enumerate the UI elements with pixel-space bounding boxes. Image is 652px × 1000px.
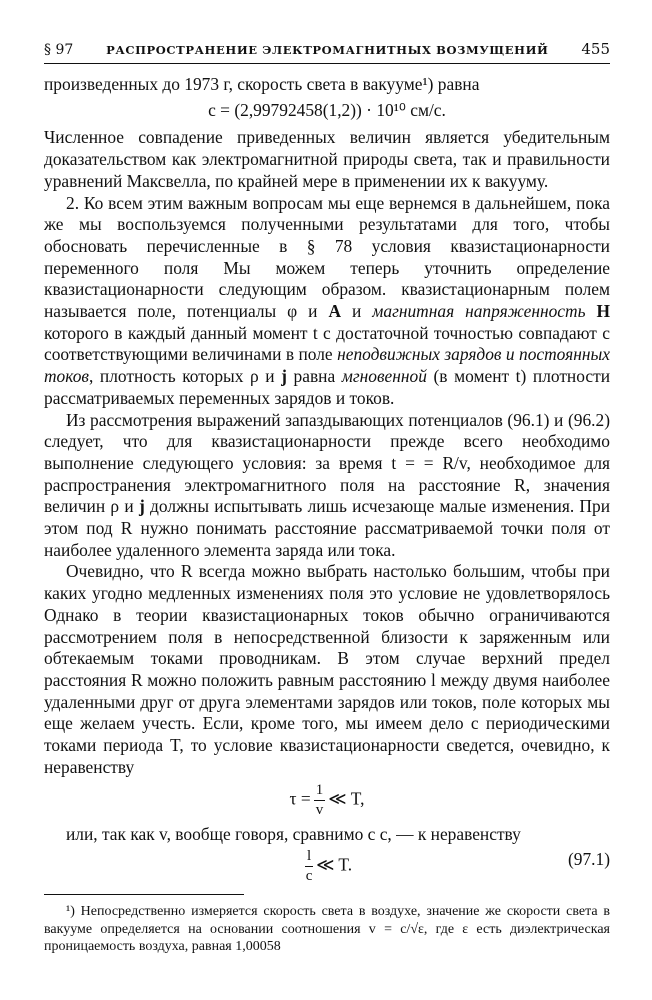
fraction xyxy=(305,849,313,884)
text-run: должны испытывать лишь исчезающе малые изменения. При этом под R нужно понимать расстояние рассматриваемой точки поля от наиболее удаленного элемента заряда или тока. xyxy=(44,496,610,560)
equation-tau xyxy=(44,783,610,818)
page xyxy=(44,0,610,1000)
denominator: v xyxy=(315,801,324,818)
text-run: H xyxy=(596,301,610,322)
paragraph: или, так как v, вообще говоря, сравнимо с c, — к неравенству xyxy=(66,823,521,844)
text-run: j xyxy=(138,496,145,517)
fraction xyxy=(314,783,326,818)
footnote: ¹) Непосредственно измеряется скорость света в воздухе, значение же скорости света в вакууме определяется на основании соотношения v = c/√ε, где ε есть диэлектрическая проницаемость воздуха, равная 1,00058 xyxy=(44,904,610,955)
numerator: l xyxy=(305,849,313,867)
text-run: и xyxy=(352,301,362,322)
text-run: , плотность которых ρ и xyxy=(88,366,275,387)
equation-part: τ = xyxy=(289,788,311,808)
equation-number: (97.1) xyxy=(567,849,610,870)
section-number: § 97 xyxy=(44,42,74,58)
header-rule xyxy=(44,63,610,64)
equation-part: ≪ T, xyxy=(328,788,365,808)
running-header xyxy=(44,40,610,60)
emphasis: магнитная напряженность xyxy=(372,301,586,322)
emphasis: мгновенной xyxy=(341,366,427,387)
text-run: 2. Ко всем этим важным вопросам мы еще вернемся в дальнейшем, пока же мы воспользуемся полученными результатами для того, чтобы обосновать перечисленные в § 78 условия квазистационарности переменного поля Мы можем теперь уточнить определение квазистационарности следующим образом. квазистационарным полем называется поле, потенциалы φ и xyxy=(44,192,610,322)
footnote-rule xyxy=(44,894,244,895)
text-run: Из рассмотрения выражений запаздывающих потенциалов (96.1) и (96.2) следует, что для квазистационарности прежде всего необходимо выполнение следующего условия: за время t = = R/v, необходимое для распространения электромагнитного поля на расстояние R, значения величин ρ и xyxy=(44,409,610,517)
paragraph: Численное совпадение приведенных величин является убедительным доказательством как электромагнитной природы света, так и правильности уравнений Максвелла, по крайней мере в применении их к вакууму. xyxy=(44,127,610,191)
running-title: РАСПРОСТРАНЕНИЕ ЭЛЕКТРОМАГНИТНЫХ ВОЗМУЩЕНИЙ xyxy=(106,43,549,57)
paragraph xyxy=(44,410,610,562)
text-run: которого в каждый данный момент t с достаточной точностью совпадают с соответствующими величинами в поле xyxy=(44,322,610,365)
equation-97-1 xyxy=(44,849,610,884)
text-run: равна xyxy=(293,366,336,387)
paragraph xyxy=(44,193,610,410)
body-text xyxy=(44,74,610,956)
denominator: c xyxy=(305,868,313,885)
emphasis: неподвижных зарядов и постоянных токов xyxy=(44,344,610,387)
text-run: A xyxy=(328,301,342,322)
numerator: 1 xyxy=(314,783,326,801)
text-run: (в момент t) плотности рассматриваемых переменных зарядов и токов. xyxy=(44,366,610,408)
page-number: 455 xyxy=(581,40,610,58)
paragraph: произведенных до 1973 г, скорость света в вакууме¹) равна xyxy=(44,74,480,94)
equation-speed-of-light: c = (2,99792458(1,2)) · 10¹⁰ см/с. xyxy=(208,99,446,120)
paragraph: Очевидно, что R всегда можно выбрать настолько большим, чтобы при каких угодно медленных изменениях поля это условие не удовлетворялось Однако в теории квазистационарных токов обычно ограничиваются рассмотрением поля в непосредственной близости к заряженным или обтекаемым токами проводникам. В этом случае верхний предел расстояния R можно положить равным расстоянию l между двумя наиболее удаленными друг от друга элементами зарядов или токов, поле которых мы еще желаем учесть. Если, кроме того, мы имеем дело с периодическими токами периода T, то условие квазистационарности сведется, очевидно, к неравенству xyxy=(44,561,610,777)
equation-part: ≪ T. xyxy=(316,854,353,875)
text-run: j xyxy=(281,366,287,387)
